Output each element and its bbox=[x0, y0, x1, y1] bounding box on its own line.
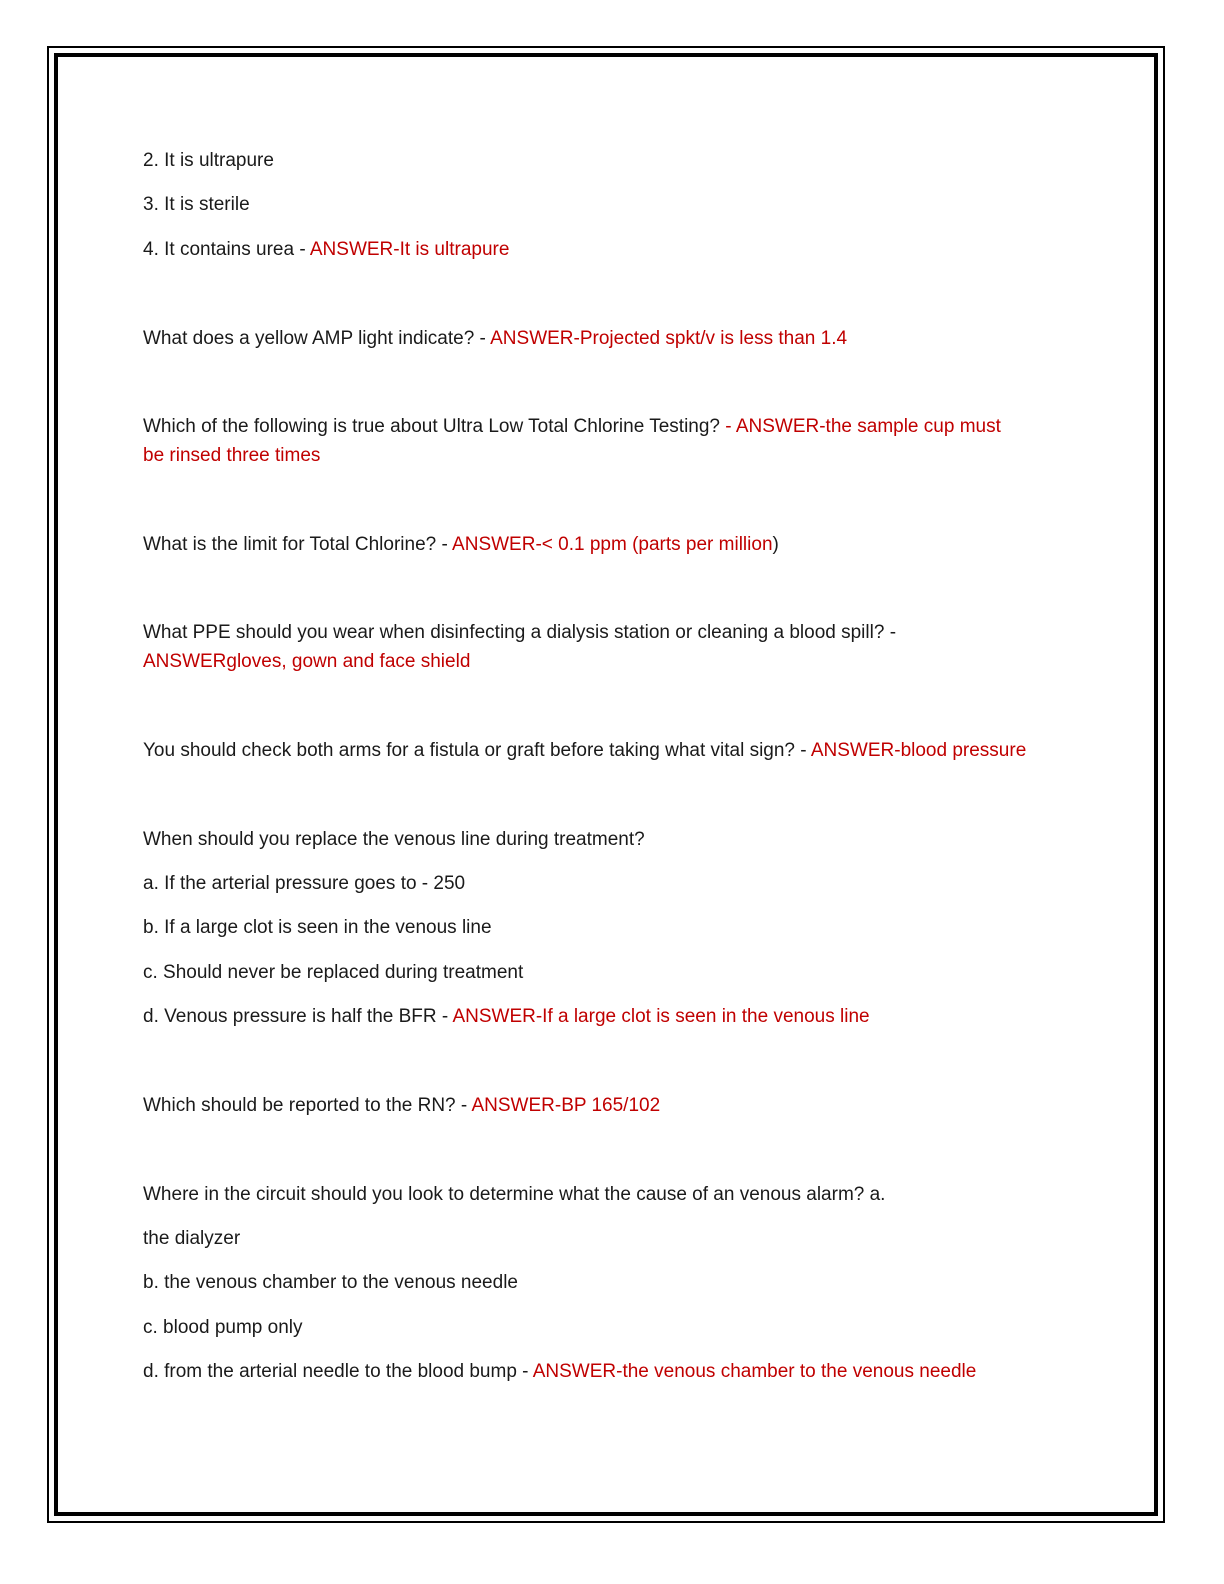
option-line: b. the venous chamber to the venous needle bbox=[143, 1272, 518, 1293]
question-line: Where in the circuit should you look to determine what the cause of an venous alarm? a. bbox=[143, 1184, 886, 1205]
option-line: a. If the arterial pressure goes to - 250 bbox=[143, 873, 466, 894]
question-line: Which of the following is true about Ultra Low Total Chlorine Testing? - ANSWER-the sample cup must bbox=[143, 416, 1001, 437]
option-line-with-answer: 4. It contains urea - ANSWER-It is ultrapure bbox=[143, 239, 510, 260]
question-line: What is the limit for Total Chlorine? - ANSWER-< 0.1 ppm (parts per million) bbox=[143, 534, 779, 555]
option-line: the dialyzer bbox=[143, 1228, 241, 1249]
question-line: What PPE should you wear when disinfecting a dialysis station or cleaning a blood spill? - bbox=[143, 622, 897, 643]
option-line: c. Should never be replaced during treatment bbox=[143, 962, 524, 983]
answer-text: ANSWER-If a large clot is seen in the venous line bbox=[452, 1006, 870, 1027]
question-line: You should check both arms for a fistula or graft before taking what vital sign? - ANSWER-blood pressure bbox=[143, 740, 1027, 761]
option-line: c. blood pump only bbox=[143, 1317, 303, 1338]
answer-text: ANSWER-BP 165/102 bbox=[471, 1095, 661, 1116]
option-line-with-answer: d. Venous pressure is half the BFR - ANSWER-If a large clot is seen in the venous line bbox=[143, 1006, 870, 1027]
answer-text: ANSWER-It is ultrapure bbox=[309, 239, 510, 260]
answer-text: be rinsed three times bbox=[143, 445, 321, 466]
answer-text: ANSWER-blood pressure bbox=[810, 740, 1027, 761]
answer-text: ANSWERgloves, gown and face shield bbox=[143, 651, 471, 672]
question-line: What does a yellow AMP light indicate? - ANSWER-Projected spkt/v is less than 1.4 bbox=[143, 328, 848, 349]
answer-text: - ANSWER-the sample cup must bbox=[725, 416, 1001, 437]
option-line: 3. It is sterile bbox=[143, 194, 250, 215]
answer-text: ANSWER-< 0.1 ppm (parts per million bbox=[452, 534, 773, 555]
answer-continuation bbox=[143, 441, 320, 470]
answer-text: ANSWER-the venous chamber to the venous needle bbox=[532, 1361, 977, 1382]
option-line: 2. It is ultrapure bbox=[143, 150, 274, 171]
option-line: b. If a large clot is seen in the venous line bbox=[143, 917, 492, 938]
question-line: Which should be reported to the RN? - ANSWER-BP 165/102 bbox=[143, 1095, 661, 1116]
answer-text: ANSWER-Projected spkt/v is less than 1.4 bbox=[490, 328, 848, 349]
option-line-with-answer: d. from the arterial needle to the blood bump - ANSWER-the venous chamber to the venous needle bbox=[143, 1361, 977, 1382]
answer-continuation bbox=[143, 647, 470, 676]
question-line: When should you replace the venous line during treatment? bbox=[143, 829, 645, 850]
